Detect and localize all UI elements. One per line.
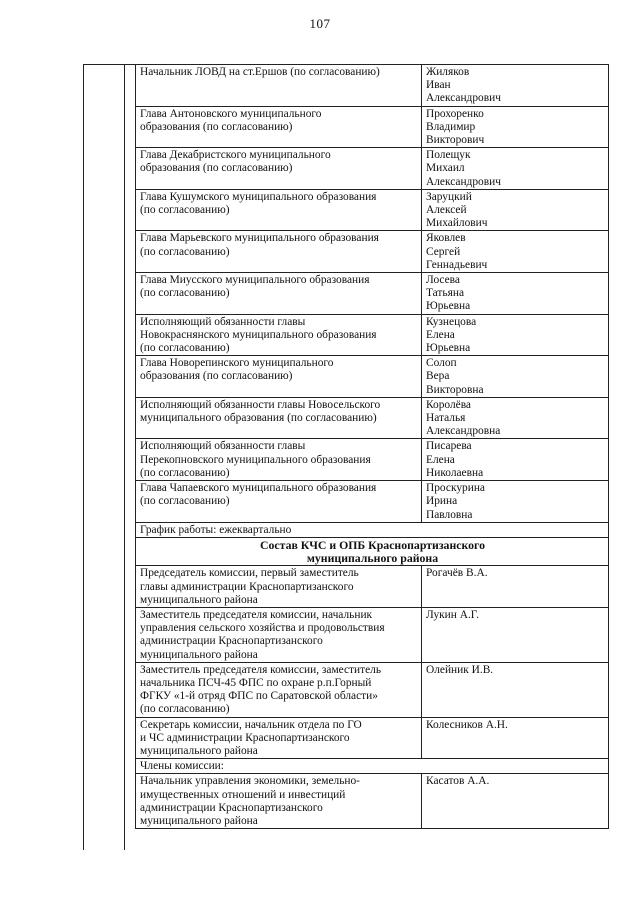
name-line: Юрьевна xyxy=(426,300,471,313)
name-cell xyxy=(422,566,609,608)
name-line: Алексей xyxy=(426,204,467,217)
position-cell xyxy=(136,314,422,356)
table-row xyxy=(136,397,609,439)
position-line: Новокраснянского муниципального образования xyxy=(140,328,377,341)
name-cell xyxy=(422,439,609,481)
position-cell xyxy=(136,148,422,190)
commission-table xyxy=(135,64,609,829)
position-cell xyxy=(136,231,422,273)
position-cell xyxy=(136,356,422,398)
section-title-line: муниципального района xyxy=(306,551,439,566)
table-column-divider xyxy=(124,64,125,850)
position-line: (по согласованию) xyxy=(140,245,230,258)
position-line: Секретарь комиссии, начальник отдела по ГО xyxy=(140,718,362,731)
position-line: управления сельского хозяйства и продовольствия xyxy=(140,622,385,635)
position-line: главы администрации Краснопартизанского xyxy=(140,580,354,593)
name-cell xyxy=(422,717,609,759)
position-line: администрации Краснопартизанского xyxy=(140,801,323,814)
name-cell xyxy=(422,356,609,398)
position-cell xyxy=(136,189,422,231)
name-line: Павловна xyxy=(426,508,473,521)
position-line: образования (по согласованию) xyxy=(140,120,293,133)
position-cell xyxy=(136,662,422,717)
name-line: Писарева xyxy=(426,440,472,453)
position-cell xyxy=(136,273,422,315)
position-line: Глава Кушумского муниципального образования xyxy=(140,190,377,203)
name-line: Александровна xyxy=(426,425,501,438)
name-line: Викторовна xyxy=(426,383,484,396)
commission-members-block xyxy=(136,774,609,829)
table-row xyxy=(136,189,609,231)
name-line: Колесников А.Н. xyxy=(426,718,508,731)
table-row xyxy=(136,106,609,148)
name-line: Елена xyxy=(426,328,455,341)
position-cell xyxy=(136,717,422,759)
position-line: Глава Миусского муниципального образования xyxy=(140,274,370,287)
table-row xyxy=(136,231,609,273)
members-label-row xyxy=(136,759,609,774)
table-row xyxy=(136,273,609,315)
position-line: Председатель комиссии, первый заместитель xyxy=(140,567,359,580)
name-line: Лосева xyxy=(426,274,460,287)
section-title xyxy=(136,537,609,565)
position-line: Исполняющий обязанности главы xyxy=(140,315,306,328)
name-line: Иван xyxy=(426,79,451,92)
name-line: Александрович xyxy=(426,92,501,105)
name-line: Александрович xyxy=(426,175,501,188)
position-line: (по согласованию) xyxy=(140,204,230,217)
position-line: Глава Декабристского муниципального xyxy=(140,149,331,162)
name-line: Рогачёв В.А. xyxy=(426,567,488,580)
name-line: Викторович xyxy=(426,134,485,147)
position-cell xyxy=(136,65,422,107)
position-line: Исполняющий обязанности главы xyxy=(140,440,306,453)
table-row xyxy=(136,439,609,481)
schedule-row xyxy=(136,522,609,537)
name-cell xyxy=(422,607,609,662)
section-header-row xyxy=(136,537,609,565)
table-row xyxy=(136,148,609,190)
name-line: Наталья xyxy=(426,412,466,425)
name-line: Михаил xyxy=(426,162,465,175)
position-line: Перекопновского муниципального образования xyxy=(140,453,371,466)
name-cell xyxy=(422,189,609,231)
name-cell xyxy=(422,397,609,439)
position-line: Начальник управления экономики, земельно- xyxy=(140,775,360,788)
position-cell xyxy=(136,439,422,481)
position-cell xyxy=(136,607,422,662)
name-line: Касатов А.А. xyxy=(426,775,490,788)
members-label: Члены комиссии: xyxy=(136,759,609,774)
position-line: (по согласованию) xyxy=(140,466,230,479)
position-line: ФГКУ «1-й отряд ФПС по Саратовской области» xyxy=(140,690,378,703)
name-line: Сергей xyxy=(426,245,461,258)
position-cell xyxy=(136,481,422,523)
position-line: (по согласованию) xyxy=(140,342,230,355)
name-line: Кузнецова xyxy=(426,315,477,328)
name-line: Яковлев xyxy=(426,232,466,245)
name-line: Полещук xyxy=(426,149,471,162)
position-line: Исполняющий обязанности главы Новосельского xyxy=(140,398,381,411)
name-line: Заруцкий xyxy=(426,190,472,203)
name-line: Елена xyxy=(426,453,455,466)
name-cell xyxy=(422,231,609,273)
table-row xyxy=(136,607,609,662)
position-line: Глава Чапаевского муниципального образования xyxy=(140,482,377,495)
position-line: Начальник ЛОВД на ст.Ершов (по согласованию) xyxy=(140,66,380,78)
name-line: Лукин А.Г. xyxy=(426,608,479,621)
name-line: Татьяна xyxy=(426,287,464,300)
section-title-line: Состав КЧС и ОПБ Краснопартизанского xyxy=(260,537,485,552)
name-cell xyxy=(422,65,609,107)
table-row xyxy=(136,356,609,398)
table-row xyxy=(136,717,609,759)
table-row xyxy=(136,65,609,107)
name-cell xyxy=(422,774,609,829)
position-cell xyxy=(136,106,422,148)
position-line: начальника ПСЧ-45 ФПС по охране р.п.Горный xyxy=(140,676,372,689)
table-row xyxy=(136,774,609,829)
name-cell xyxy=(422,662,609,717)
position-line: Заместитель председателя комиссии, заместитель xyxy=(140,663,382,676)
table-row xyxy=(136,566,609,608)
members-block xyxy=(136,65,609,523)
name-cell xyxy=(422,106,609,148)
name-cell xyxy=(422,314,609,356)
name-line: Юрьевна xyxy=(426,342,471,355)
name-cell xyxy=(422,148,609,190)
name-line: Солоп xyxy=(426,357,457,370)
commission-leadership-block xyxy=(136,566,609,759)
position-cell xyxy=(136,566,422,608)
position-cell xyxy=(136,397,422,439)
position-line: имущественных отношений и инвестиций xyxy=(140,788,346,801)
position-line: муниципального района xyxy=(140,744,258,757)
position-line: муниципального района xyxy=(140,648,258,661)
position-line: Глава Марьевского муниципального образования xyxy=(140,232,379,245)
position-line: муниципального района xyxy=(140,814,258,827)
position-line: образования (по согласованию) xyxy=(140,162,293,175)
table-row xyxy=(136,314,609,356)
table-row xyxy=(136,481,609,523)
name-line: Владимир xyxy=(426,120,476,133)
position-line: образования (по согласованию) xyxy=(140,370,293,383)
name-line: Прохоренко xyxy=(426,107,484,120)
position-cell xyxy=(136,774,422,829)
table-row xyxy=(136,662,609,717)
name-line: Жиляков xyxy=(426,66,470,78)
position-line: муниципального образования (по согласованию) xyxy=(140,412,377,425)
name-cell xyxy=(422,273,609,315)
position-line: (по согласованию) xyxy=(140,703,230,716)
name-line: Николаевна xyxy=(426,466,484,479)
name-line: Михайлович xyxy=(426,217,488,230)
page-number: 107 xyxy=(309,16,331,31)
position-line: Глава Новорепинского муниципального xyxy=(140,357,334,370)
position-line: и ЧС администрации Краснопартизанского xyxy=(140,731,350,744)
position-line: муниципального района xyxy=(140,593,258,606)
schedule-text: График работы: ежеквартально xyxy=(136,522,609,537)
table-border-left xyxy=(83,64,84,850)
name-line: Олейник И.В. xyxy=(426,663,494,676)
position-line: Заместитель председателя комиссии, начальник xyxy=(140,608,373,621)
name-line: Королёва xyxy=(426,398,471,411)
name-cell xyxy=(422,481,609,523)
name-line: Проскурина xyxy=(426,482,485,495)
position-line: администрации Краснопартизанского xyxy=(140,635,323,648)
position-line: Глава Антоновского муниципального xyxy=(140,107,322,120)
name-line: Вера xyxy=(426,370,450,383)
name-line: Ирина xyxy=(426,495,458,508)
position-line: (по согласованию) xyxy=(140,495,230,508)
position-line: (по согласованию) xyxy=(140,287,230,300)
table-border-top-left xyxy=(83,64,135,65)
name-line: Геннадьевич xyxy=(426,258,488,271)
